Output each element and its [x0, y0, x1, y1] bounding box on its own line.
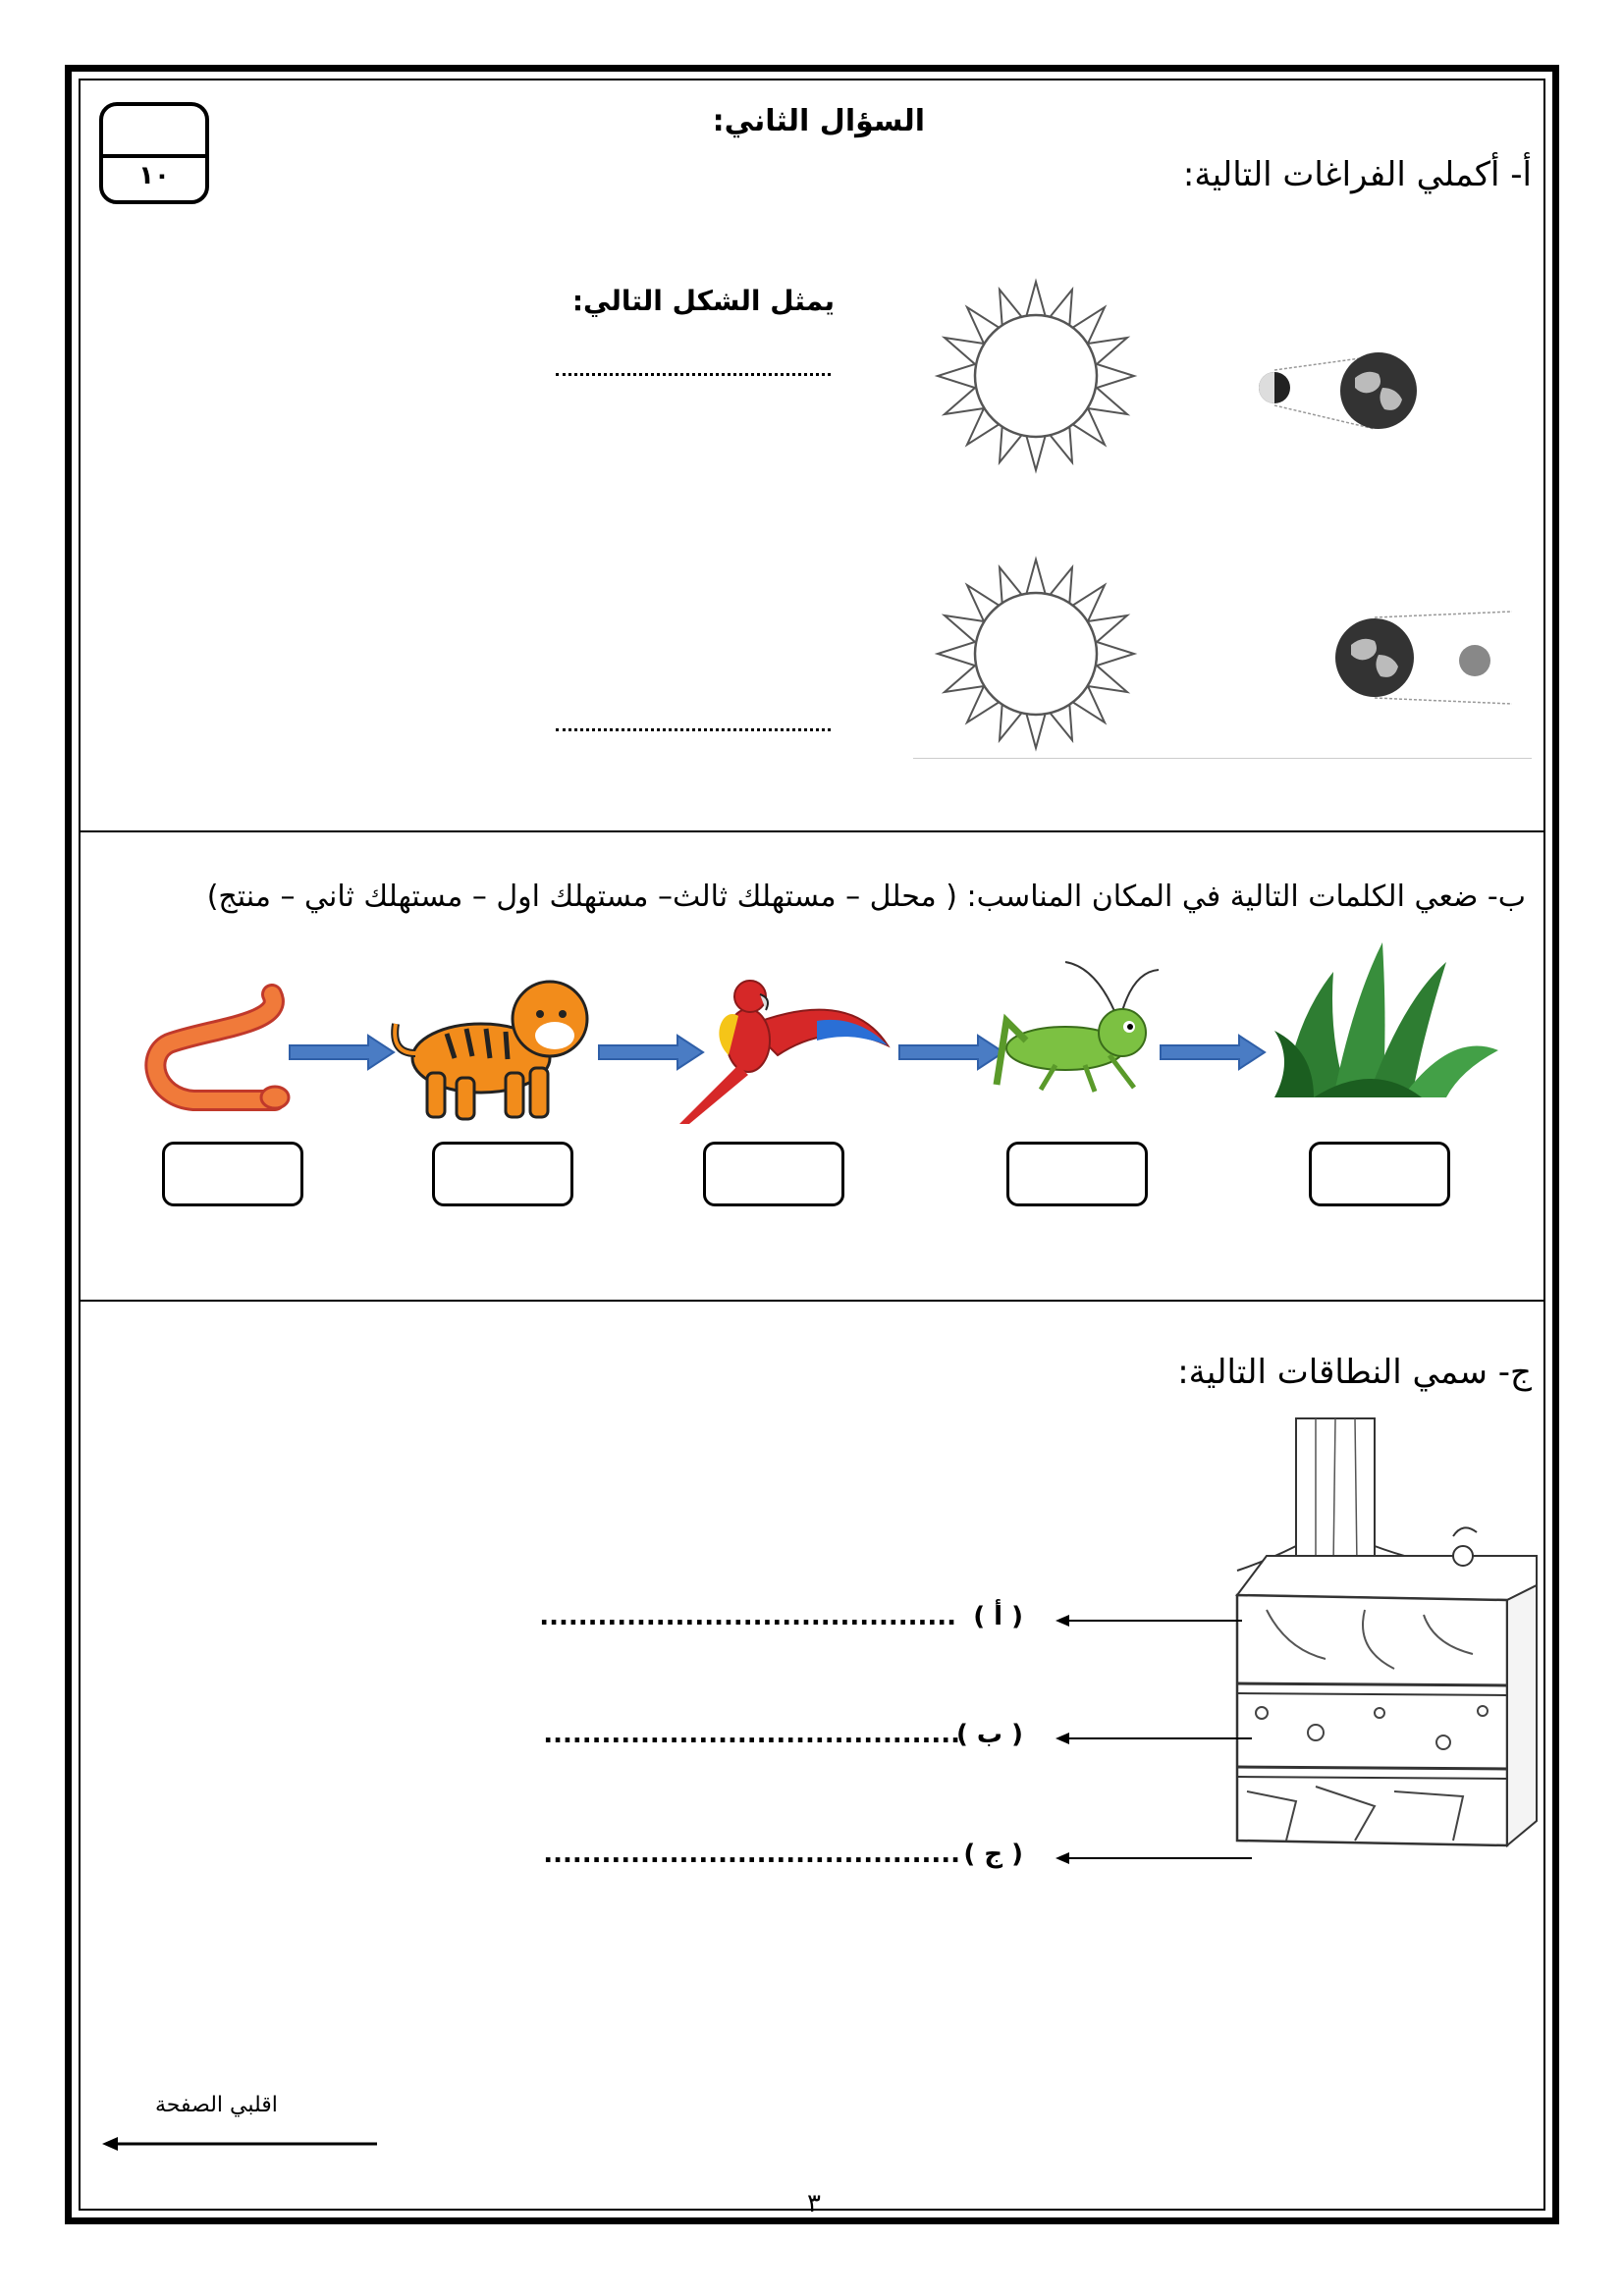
divider-1 [79, 830, 1545, 832]
sun-icon-1 [938, 278, 1134, 474]
answer-box-tiger[interactable] [432, 1142, 573, 1206]
part-a-answer-line-2[interactable] [556, 728, 831, 731]
layer-answer-c[interactable]: ........................................... [543, 1840, 960, 1869]
score-box [99, 102, 209, 204]
arrow-icon-1 [290, 1036, 394, 1069]
earth-moon-icon-2 [1335, 604, 1522, 712]
grasshopper-icon [997, 962, 1159, 1099]
plant-icon [1274, 942, 1498, 1099]
snake-icon [149, 985, 287, 1112]
page-number: ٣ [807, 2189, 821, 2218]
divider-2 [79, 1300, 1545, 1302]
answer-box-grasshopper[interactable] [1006, 1142, 1148, 1206]
parrot-icon [670, 967, 891, 1129]
layer-label-b: ( ب ) [956, 1720, 1023, 1749]
tiger-icon [388, 975, 599, 1124]
part-b-heading: ب- ضعي الكلمات التالية في المكان المناسب: ( محلل – مستهلك ثالث– مستهلك اول – مستهلك ثاني – منتج) [206, 880, 1526, 914]
layer-label-c: ( ج ) [963, 1840, 1023, 1869]
pointer-arrow-b [1056, 1732, 1252, 1745]
turn-page-arrow-icon [102, 2136, 377, 2152]
score-value: ١٠ [138, 161, 170, 190]
part-a-answer-line-1[interactable] [556, 373, 831, 376]
arrow-icon-4 [1161, 1036, 1265, 1069]
answer-box-snake[interactable] [162, 1142, 303, 1206]
layer-answer-a[interactable]: ........................................... [539, 1602, 956, 1631]
layer-label-a: ( أ ) [973, 1602, 1023, 1631]
arrow-icon-3 [899, 1036, 1003, 1069]
part-a-heading: أ- أكملي الفراغات التالية: [1182, 155, 1532, 194]
sun-icon-2 [938, 556, 1134, 752]
ground-line [913, 758, 1532, 759]
answer-box-parrot[interactable] [703, 1142, 844, 1206]
layer-answer-b[interactable]: ........................................... [543, 1720, 960, 1749]
soil-layers-diagram [1168, 1399, 1537, 1899]
pointer-arrow-a [1056, 1614, 1242, 1628]
question-title: السؤال الثاني: [712, 104, 925, 138]
earth-moon-icon-1 [1247, 348, 1424, 437]
part-c-heading: ج- سمي النطاقات التالية: [1177, 1353, 1532, 1392]
answer-box-plant[interactable] [1309, 1142, 1450, 1206]
part-a-prompt: يمثل الشكل التالي: [571, 285, 835, 317]
turn-page-text: اقلبي الصفحة [155, 2093, 278, 2117]
pointer-arrow-c [1056, 1851, 1252, 1865]
